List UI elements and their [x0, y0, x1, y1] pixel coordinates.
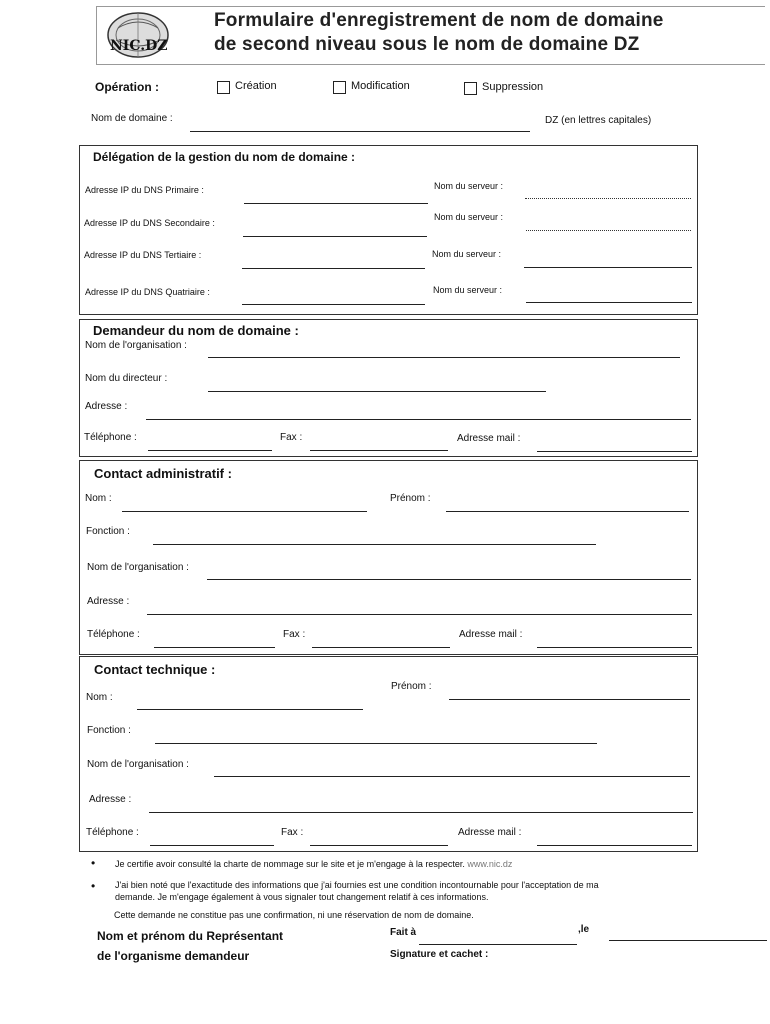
- admin-function-label: Fonction :: [86, 526, 130, 537]
- tech-address-label: Adresse :: [89, 794, 132, 805]
- tech-address-field[interactable]: [149, 812, 693, 813]
- admin-phone-field[interactable]: [154, 647, 275, 648]
- server-tertiary-label: Nom du serveur :: [432, 249, 502, 259]
- dns-primary-label: Adresse IP du DNS Primaire :: [85, 185, 204, 195]
- charter-statement: [115, 859, 512, 869]
- tech-contact-section: [79, 656, 698, 852]
- admin-name-field[interactable]: [122, 511, 367, 512]
- demandeur-address-label: Adresse :: [85, 401, 128, 412]
- fait-a-field[interactable]: [419, 944, 577, 945]
- tech-fax-label: Fax :: [281, 827, 304, 838]
- tech-name-label: Nom :: [86, 692, 113, 703]
- demandeur-title: Demandeur du nom de domaine :: [93, 323, 299, 338]
- domain-name-label: Nom de domaine :: [91, 113, 173, 124]
- demandeur-fax-label: Fax :: [280, 432, 303, 443]
- accuracy-statement-line2: demande. Je m'engage également à vous signaler tout changement relatif à ces informations.: [115, 892, 489, 902]
- server-secondary-label: Nom du serveur :: [434, 212, 504, 222]
- admin-phone-label: Téléphone :: [87, 629, 140, 640]
- date-label: ,le: [578, 924, 590, 935]
- fait-a-label: Fait à: [390, 927, 417, 938]
- demandeur-mail-label: Adresse mail :: [457, 433, 521, 444]
- admin-function-field[interactable]: [153, 544, 596, 545]
- admin-contact-section: [79, 460, 698, 655]
- tech-contact-title: Contact technique :: [94, 662, 216, 677]
- demandeur-org-label: Nom de l'organisation :: [85, 340, 187, 351]
- form-title-line2: de second niveau sous le nom de domaine DZ: [214, 34, 640, 55]
- suppression-checkbox[interactable]: [464, 82, 477, 95]
- form-title-line1: Formulaire d'enregistrement de nom de domaine: [214, 10, 664, 31]
- tech-org-label: Nom de l'organisation :: [87, 759, 189, 770]
- demandeur-phone-label: Téléphone :: [84, 432, 137, 443]
- tech-org-field[interactable]: [214, 776, 690, 777]
- admin-mail-label: Adresse mail :: [459, 629, 523, 640]
- notice-text: Cette demande ne constitue pas une confirmation, ni une réservation de nom de domaine.: [114, 910, 474, 920]
- server-primary-label: Nom du serveur :: [434, 181, 504, 191]
- demandeur-phone-field[interactable]: [148, 450, 272, 451]
- dns-quaternary-ip-field[interactable]: [242, 304, 425, 305]
- tech-function-label: Fonction :: [87, 725, 131, 736]
- accuracy-statement-line1: J'ai bien noté que l'exactitude des informations que j'ai fournies est une condition incontournable pour l'acceptation de ma: [115, 880, 599, 890]
- tech-phone-label: Téléphone :: [86, 827, 139, 838]
- dns-secondary-label: Adresse IP du DNS Secondaire :: [84, 218, 215, 228]
- modification-label: Modification: [351, 80, 410, 92]
- domain-suffix-label: DZ (en lettres capitales): [545, 115, 652, 126]
- admin-org-field[interactable]: [207, 579, 691, 580]
- dns-quaternary-label: Adresse IP du DNS Quatriaire :: [85, 287, 210, 297]
- demandeur-director-label: Nom du directeur :: [85, 373, 168, 384]
- representative-label-line1: Nom et prénom du Représentant: [97, 929, 284, 943]
- domain-name-field[interactable]: [190, 131, 530, 132]
- tech-mail-field[interactable]: [537, 845, 692, 846]
- admin-address-label: Adresse :: [87, 596, 130, 607]
- bullet-2-icon: •: [91, 879, 96, 893]
- admin-firstname-field[interactable]: [446, 511, 689, 512]
- server-primary-field[interactable]: [525, 198, 691, 199]
- demandeur-address-field[interactable]: [146, 419, 691, 420]
- tech-name-field[interactable]: [137, 709, 363, 710]
- operation-label: Opération :: [95, 80, 160, 94]
- modification-checkbox[interactable]: [333, 81, 346, 94]
- creation-checkbox[interactable]: [217, 81, 230, 94]
- admin-fax-label: Fax :: [283, 629, 306, 640]
- tech-firstname-label: Prénom :: [391, 681, 432, 692]
- demandeur-org-field[interactable]: [208, 357, 680, 358]
- suppression-label: Suppression: [482, 81, 544, 93]
- demandeur-mail-field[interactable]: [537, 451, 692, 452]
- bullet-1-icon: •: [91, 856, 96, 870]
- dns-tertiary-ip-field[interactable]: [242, 268, 425, 269]
- delegation-title: Délégation de la gestion du nom de domaine :: [93, 150, 356, 164]
- admin-address-field[interactable]: [147, 614, 692, 615]
- creation-label: Création: [235, 80, 277, 92]
- charter-statement-text: Je certifie avoir consulté la charte de nommage sur le site et je m'engage à la respecter.: [115, 859, 465, 869]
- server-secondary-field[interactable]: [526, 230, 691, 231]
- admin-fax-field[interactable]: [312, 647, 450, 648]
- representative-label-line2: de l'organisme demandeur: [97, 949, 250, 963]
- admin-name-label: Nom :: [85, 493, 112, 504]
- demandeur-director-field[interactable]: [208, 391, 546, 392]
- admin-mail-field[interactable]: [537, 647, 692, 648]
- server-quaternary-field[interactable]: [526, 302, 692, 303]
- tech-firstname-field[interactable]: [449, 699, 690, 700]
- nic-site-link[interactable]: www.nic.dz: [467, 859, 513, 869]
- date-field[interactable]: [609, 940, 767, 941]
- dns-tertiary-label: Adresse IP du DNS Tertiaire :: [84, 250, 202, 260]
- admin-contact-title: Contact administratif :: [94, 466, 232, 481]
- dns-primary-ip-field[interactable]: [244, 203, 428, 204]
- tech-fax-field[interactable]: [310, 845, 448, 846]
- tech-function-field[interactable]: [155, 743, 597, 744]
- server-tertiary-field[interactable]: [524, 267, 692, 268]
- tech-phone-field[interactable]: [150, 845, 274, 846]
- dns-secondary-ip-field[interactable]: [243, 236, 427, 237]
- admin-firstname-label: Prénom :: [390, 493, 431, 504]
- admin-org-label: Nom de l'organisation :: [87, 562, 189, 573]
- logo-text: NIC.DZ: [110, 38, 168, 54]
- signature-label: Signature et cachet :: [390, 949, 489, 960]
- server-quaternary-label: Nom du serveur :: [433, 285, 503, 295]
- demandeur-fax-field[interactable]: [310, 450, 448, 451]
- nic-logo: [104, 10, 172, 60]
- tech-mail-label: Adresse mail :: [458, 827, 522, 838]
